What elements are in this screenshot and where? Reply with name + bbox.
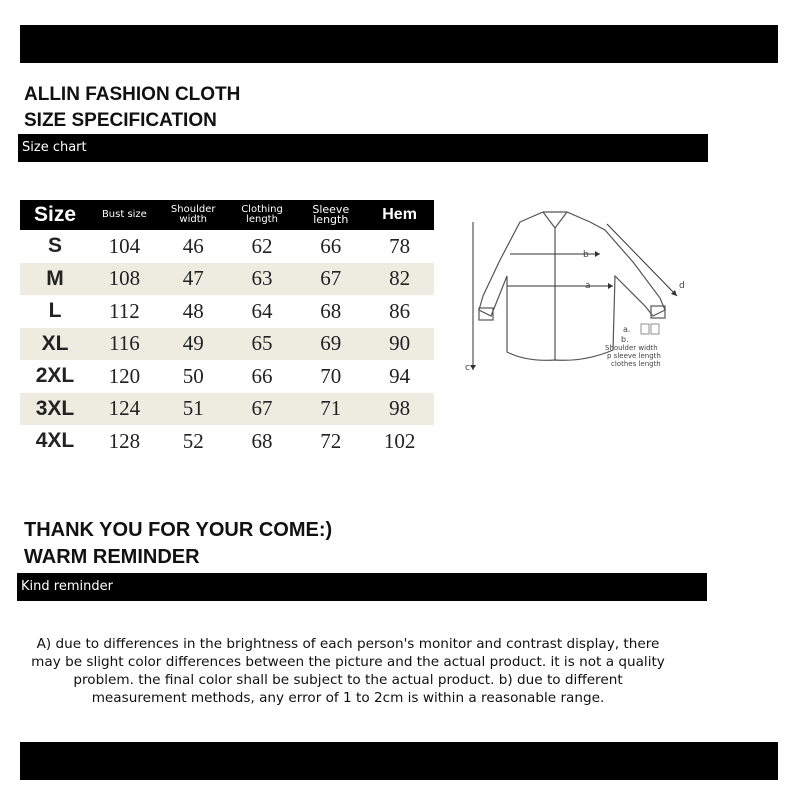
value-cell: 62 (251, 233, 273, 258)
label-b: b (583, 250, 589, 260)
header-clothing-length: Clothing length (241, 204, 283, 225)
value-cell: 86 (389, 298, 411, 323)
value-cell: 102 (383, 428, 416, 453)
header-shoulder: Shoulder width (170, 204, 216, 225)
legend-a: a. (623, 325, 631, 334)
collar (543, 212, 567, 228)
value-cell: 128 (108, 428, 141, 453)
thanks-heading: THANK YOU FOR YOUR COME:) (24, 519, 333, 541)
size-cell: M (46, 266, 64, 290)
value-cell: 98 (389, 396, 411, 421)
label-c: c (465, 363, 470, 373)
warm-reminder-heading: WARM REMINDER (24, 546, 200, 568)
value-cell: 48 (182, 298, 204, 323)
table-row (20, 328, 434, 361)
top-banner (20, 25, 778, 63)
value-cell: 70 (320, 363, 342, 388)
value-cell: 124 (108, 396, 141, 421)
value-cell: 72 (320, 428, 342, 453)
brand-title: ALLIN FASHION CLOTH (24, 84, 241, 105)
size-cell: S (47, 234, 62, 258)
size-chart-label: Size chart (18, 134, 708, 162)
value-cell: 50 (182, 363, 204, 388)
value-cell: 52 (182, 428, 204, 453)
size-cell: L (48, 299, 62, 323)
kind-reminder-label: Kind reminder (17, 573, 707, 601)
value-cell: 78 (389, 233, 411, 258)
value-cell: 68 (320, 298, 342, 323)
header-sleeve: Sleeve length (312, 203, 350, 226)
header-size: Size (33, 203, 77, 226)
measure-d (607, 224, 677, 296)
value-cell: 63 (251, 266, 273, 291)
value-cell: 49 (182, 331, 204, 356)
table-row (20, 230, 434, 263)
value-cell: 108 (108, 266, 141, 291)
size-cell: XL (41, 331, 69, 355)
value-cell: 69 (320, 331, 342, 356)
size-table (20, 200, 434, 458)
label-a: a (585, 281, 591, 291)
value-cell: 64 (251, 298, 273, 323)
value-cell: 104 (108, 233, 141, 258)
table-row (20, 393, 434, 426)
value-cell: 65 (251, 331, 273, 356)
legend-sleeve: p sleeve length (607, 352, 661, 360)
value-cell: 71 (320, 396, 342, 421)
value-cell: 66 (251, 363, 273, 388)
table-row (20, 263, 434, 296)
legend-icon (651, 324, 659, 334)
table-header (20, 200, 434, 230)
size-cell: 2XL (35, 364, 75, 388)
shirt-measurement-diagram (455, 200, 695, 390)
table-row (20, 425, 434, 458)
spec-title: SIZE SPECIFICATION (24, 110, 217, 131)
value-cell: 46 (182, 233, 204, 258)
value-cell: 47 (182, 266, 204, 291)
size-cell: 4XL (35, 429, 75, 453)
header-bust: Bust size (101, 209, 147, 220)
label-d: d (679, 281, 685, 291)
legend-length: clothes length (611, 360, 661, 368)
value-cell: 67 (320, 266, 342, 291)
value-cell: 66 (320, 233, 342, 258)
value-cell: 82 (389, 266, 411, 291)
value-cell: 90 (389, 331, 411, 356)
value-cell: 67 (251, 396, 273, 421)
value-cell: 51 (182, 396, 204, 421)
legend-icon (641, 324, 649, 334)
value-cell: 94 (389, 363, 411, 388)
table-row (20, 295, 434, 328)
legend-shoulder: Shoulder width (605, 344, 658, 352)
header-hem: Hem (382, 206, 417, 223)
value-cell: 120 (108, 363, 141, 388)
legend-b: b. (621, 335, 629, 344)
value-cell: 68 (251, 428, 273, 453)
shirt-diagram (455, 200, 695, 390)
size-cell: 3XL (35, 396, 75, 420)
reminder-text: A) due to differences in the brightness of each person's monitor and contrast display, there may be slight color differences between the picture and the actual product. it is not a quality problem. the final color shall be subject to the actual product. b) due to different measurement methods, any error of 1 to 2cm is within a reasonable range. (31, 636, 665, 706)
table-row (20, 360, 434, 393)
value-cell: 112 (109, 298, 140, 323)
value-cell: 116 (109, 331, 140, 356)
bottom-banner (20, 742, 778, 780)
